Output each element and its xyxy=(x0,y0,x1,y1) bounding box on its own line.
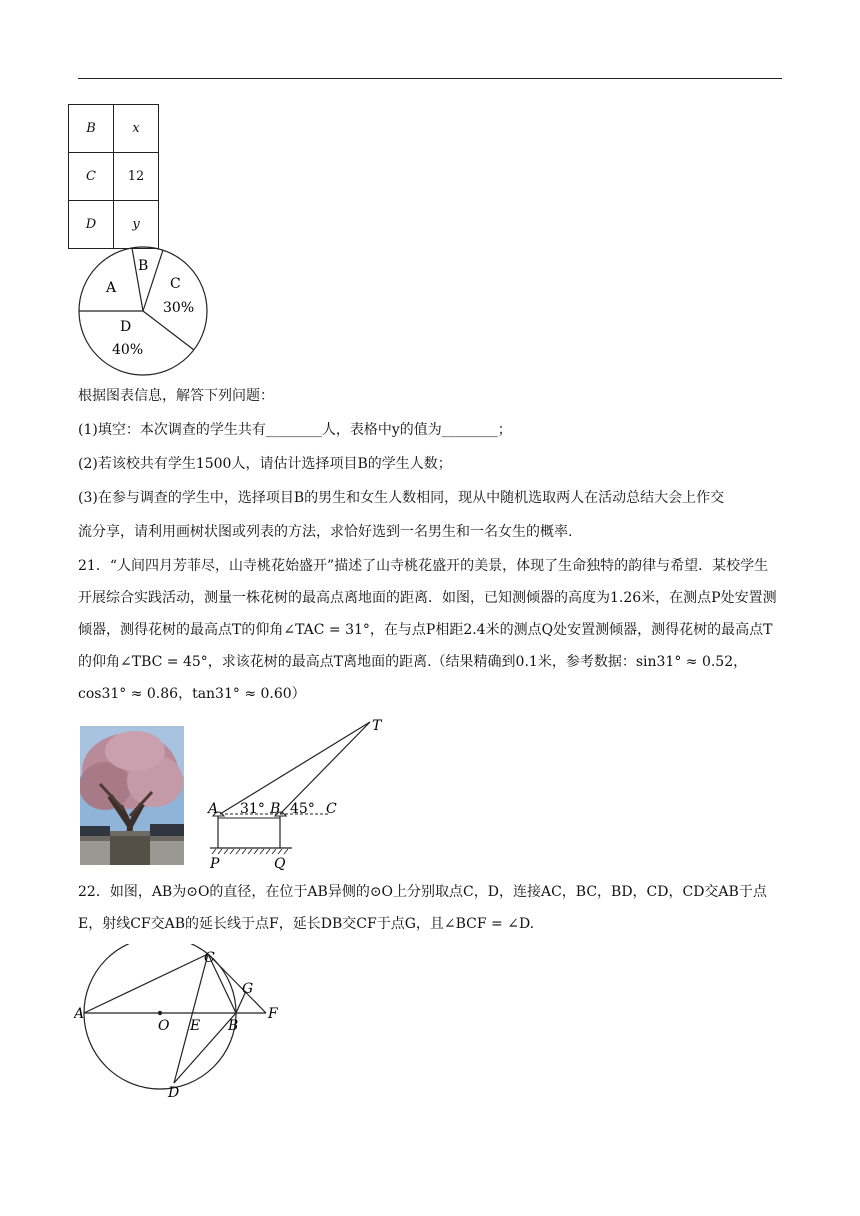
q20-part3-line1: (3)在参与调查的学生中，选择项目B的男生和女生人数相同，现从中随机选取两人在活动总结大会上作交 xyxy=(78,490,725,506)
label-f: F xyxy=(268,1006,278,1022)
pie-label-c: C xyxy=(170,276,181,292)
table-row xyxy=(69,153,159,201)
label-q: Q xyxy=(274,856,286,872)
header-rule xyxy=(78,78,782,79)
table-cell: B xyxy=(69,105,114,153)
pie-chart xyxy=(76,244,212,380)
table-cell: y xyxy=(114,201,159,249)
q20-part3-line2: 流分享，请利用画树状图或列表的方法，求恰好选到一名男生和一名女生的概率. xyxy=(78,524,573,540)
q22-figure xyxy=(74,944,294,1100)
data-table xyxy=(68,104,159,249)
label-g: G xyxy=(242,981,254,997)
label-p: P xyxy=(210,856,220,872)
tree-photo xyxy=(80,726,184,865)
label-e: E xyxy=(190,1018,201,1034)
label-45deg: 45° xyxy=(290,801,315,817)
label-o: O xyxy=(158,1018,170,1034)
tree-image xyxy=(80,726,184,865)
label-c: C xyxy=(204,950,215,966)
table-row xyxy=(69,201,159,249)
table-row xyxy=(69,105,159,153)
table-cell: C xyxy=(69,153,114,201)
label-c: C xyxy=(326,801,337,817)
q20-intro: 根据图表信息，解答下列问题： xyxy=(78,388,274,404)
pie-divider xyxy=(143,311,194,350)
table-cell: D xyxy=(69,201,114,249)
q20-part2: (2)若该校共有学生1500人，请估计选择项目B的学生人数； xyxy=(78,456,452,472)
label-a: A xyxy=(74,1006,85,1022)
table-cell: x xyxy=(114,105,159,153)
table-cell: 12 xyxy=(114,153,159,201)
pie-value-d: 40% xyxy=(112,342,144,358)
q21-figure xyxy=(200,712,390,872)
pie-label-b: B xyxy=(138,258,149,274)
q22-text: 22．如图，AB为⊙O的直径，在位于AB异侧的⊙O上分别取点C，D，连接AC，BC，BD，CD，CD交AB于点E，射线CF交AB的延长线于点F，延长DB交CF于点G，且∠BCF = ∠D. xyxy=(78,884,767,932)
label-b: B xyxy=(228,1018,239,1034)
label-31deg: 31° xyxy=(240,801,265,817)
label-d: D xyxy=(168,1085,180,1100)
label-a: A xyxy=(208,801,219,817)
pie-value-c: 30% xyxy=(163,300,195,316)
pie-label-a: A xyxy=(106,280,117,296)
pie-label-d: D xyxy=(120,319,132,335)
label-t: T xyxy=(372,718,382,734)
q21-text: 21．“人间四月芳菲尽，山寺桃花始盛开”描述了山寺桃花盛开的美景，体现了生命独特的韵律与希望．某校学生开展综合实践活动，测量一株花树的最高点离地面的距离．如图，已知测倾器的高度为1.26米，在测点P处安置测倾器，测得花树的最高点T的仰角∠TAC = 31°，在与点P相距2.4米的测点Q处安置测倾器，测得花树的最高点T的仰角∠TBC = 45°，求该花树的最高点T离地面的距离.（结果精确到0.1米，参考数据：sin31° ≈ 0.52，cos31° ≈ 0.86，tan31° ≈ 0.60） xyxy=(78,558,777,702)
label-b: B xyxy=(270,801,281,817)
q20-part1: (1)填空：本次调查的学生共有________人，表格中y的值为________； xyxy=(78,422,512,438)
